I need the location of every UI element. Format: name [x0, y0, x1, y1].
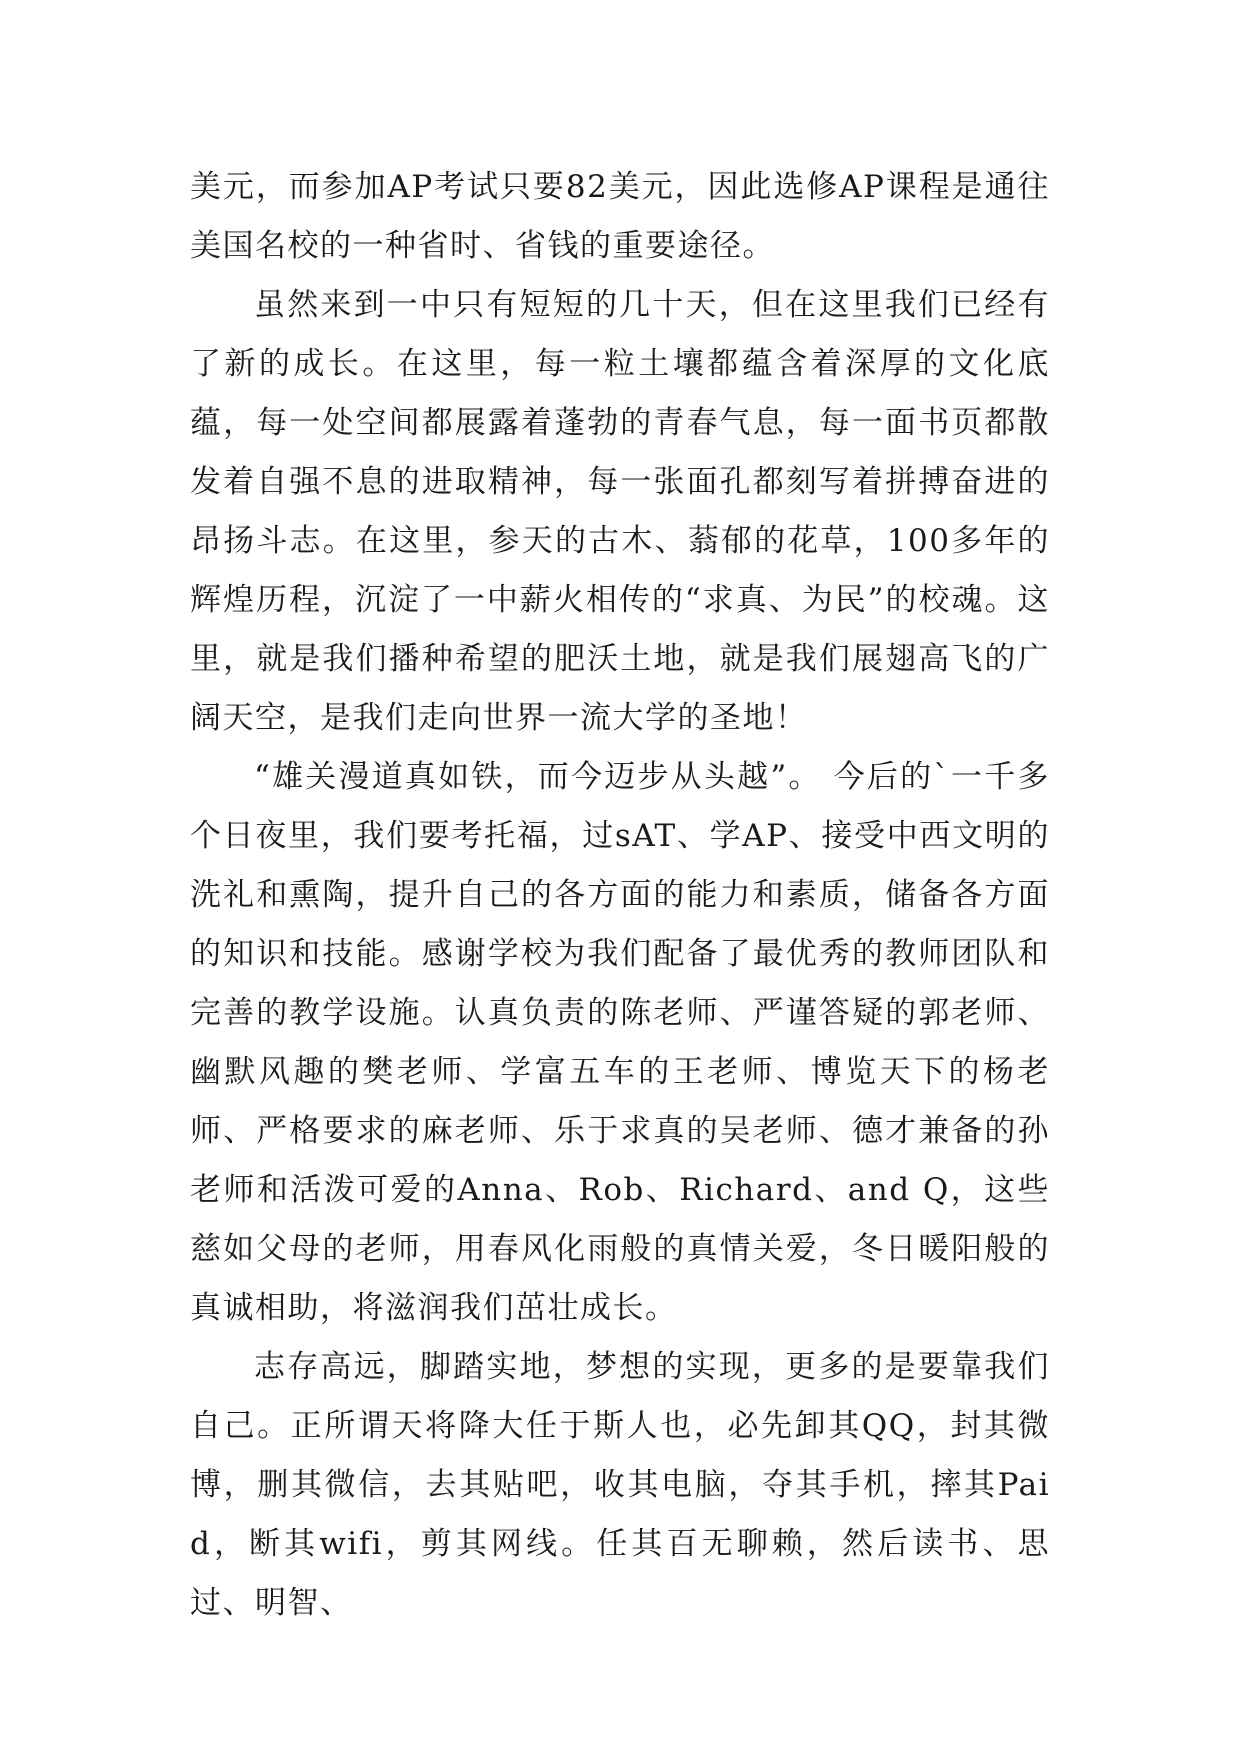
paragraph-1: 美元，而参加AP考试只要82美元，因此选修AP课程是通往美国名校的一种省时、省钱的重要途径。	[190, 169, 1050, 264]
document-body	[190, 158, 1050, 1633]
paragraph-3: “雄关漫道真如铁，而今迈步从头越”。 今后的`一千多个日夜里，我们要考托福，过sAT、学AP、接受中西文明的洗礼和熏陶，提升自己的各方面的能力和素质，储备各方面的知识和技能。感谢学校为我们配备了最优秀的教师团队和完善的教学设施。认真负责的陈老师、严谨答疑的郭老师、幽默风趣的樊老师、学富五车的王老师、博览天下的杨老师、严格要求的麻老师、乐于求真的吴老师、德才兼备的孙老师和活泼可爱的Anna、Rob、Richard、and Q，这些慈如父母的老师，用春风化雨般的真情关爱，冬日暖阳般的真诚相助，将滋润我们茁壮成长。	[190, 759, 1050, 1326]
paragraph-4: 志存高远，脚踏实地，梦想的实现，更多的是要靠我们自己。正所谓天将降大任于斯人也，必先卸其QQ，封其微博，删其微信，去其贴吧，收其电脑，夺其手机，摔其Paid，断其wifi，剪其网线。任其百无聊赖，然后读书、思过、明智、	[190, 1349, 1050, 1621]
paragraph-2: 虽然来到一中只有短短的几十天，但在这里我们已经有了新的成长。在这里，每一粒土壤都蕴含着深厚的文化底蕴，每一处空间都展露着蓬勃的青春气息，每一面书页都散发着自强不息的进取精神，每一张面孔都刻写着拼搏奋进的昂扬斗志。在这里，参天的古木、蓊郁的花草，100多年的辉煌历程，沉淀了一中薪火相传的“求真、为民”的校魂。这里，就是我们播种希望的肥沃土地，就是我们展翅高飞的广阔天空，是我们走向世界一流大学的圣地！	[190, 287, 1050, 736]
